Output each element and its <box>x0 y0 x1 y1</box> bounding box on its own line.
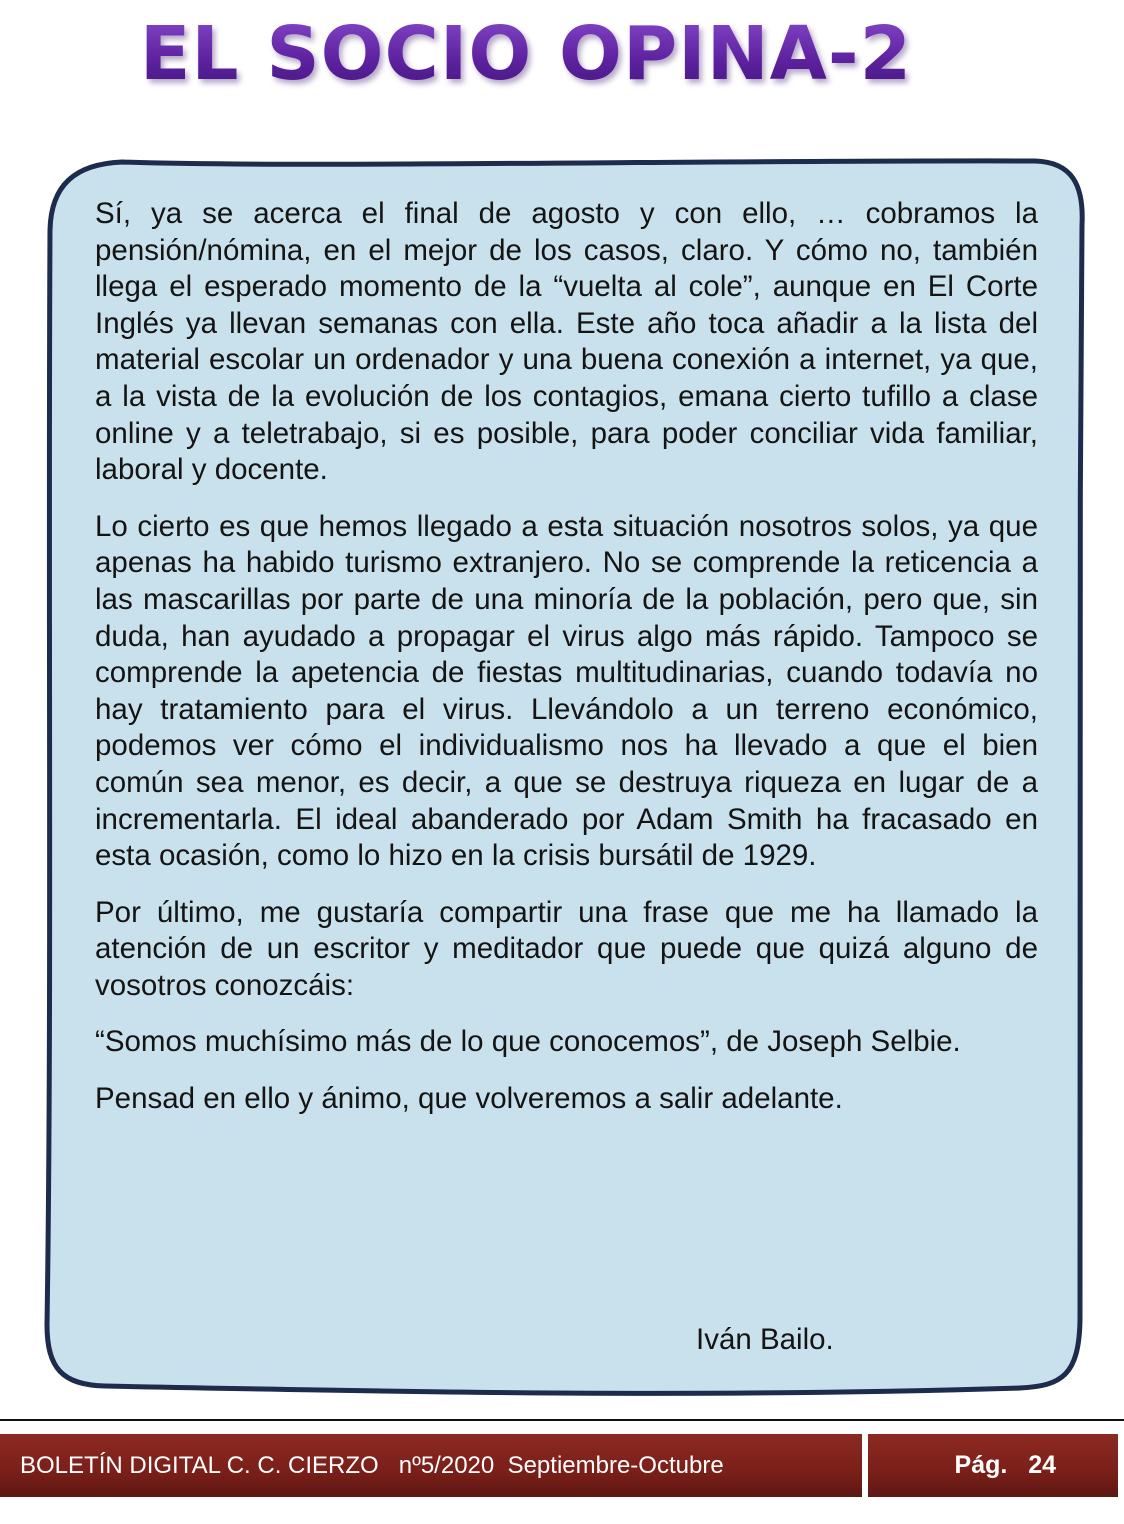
footer-divider <box>0 1419 1124 1421</box>
article-body <box>95 196 1038 1138</box>
article-paragraph: Sí, ya se acerca el final de agosto y con ello, … cobramos la pensión/nómina, en el mejor de los casos, claro. Y cómo no, también llega el esperado momento de la “vuelta al cole”, aunque en El Corte Inglés ya llevan semanas con ella. Este año toca añadir a la lista del material escolar un ordenador y una buena conexión a internet, ya que, a la vista de la evolución de los contagios, emana cierto tufillo a clase online y a teletrabajo, si es posible, para poder conciliar vida familiar, laboral y docente. <box>95 197 1038 487</box>
article-closing: Pensad en ello y ánimo, que volveremos a salir adelante. <box>95 1082 843 1116</box>
page-number: 24 <box>1028 1451 1056 1479</box>
footer-page <box>868 1434 1118 1497</box>
page-title: EL SOCIO OPINA-2 <box>0 6 1052 102</box>
author-signature: Iván Bailo. <box>696 1323 834 1356</box>
page-footer <box>0 1434 1118 1497</box>
page-label: Pág. <box>954 1451 1008 1479</box>
footer-publication: BOLETÍN DIGITAL C. C. CIERZO nº5/2020 Septiembre-Octubre <box>0 1434 862 1497</box>
article-paragraph: Por último, me gustaría compartir una frase que me ha llamado la atención de un escritor y meditador que puede que quizá alguno de vosotros conozcáis: <box>95 895 1038 1002</box>
article-paragraph: Lo cierto es que hemos llegado a esta situación nosotros solos, ya que apenas ha habido turismo extranjero. No se comprende la reticencia a las mascarillas por parte de una minoría de la población, pero que, sin duda, han ayudado a propagar el virus algo más rápido. Tampoco se comprende la apetencia de fiestas multitudinarias, cuando todavía no hay tratamiento para el virus. Llevándolo a un terreno económico, podemos ver cómo el individualismo nos ha llevado a que el bien común sea menor, es decir, a que se destruya riqueza en lugar de a incrementarla. El ideal abanderado por Adam Smith ha fracasado en esta ocasión, como lo hizo en la crisis bursátil de 1929. <box>95 509 1038 873</box>
article-quote: “Somos muchísimo más de lo que conocemos”, de Joseph Selbie. <box>95 1025 961 1059</box>
